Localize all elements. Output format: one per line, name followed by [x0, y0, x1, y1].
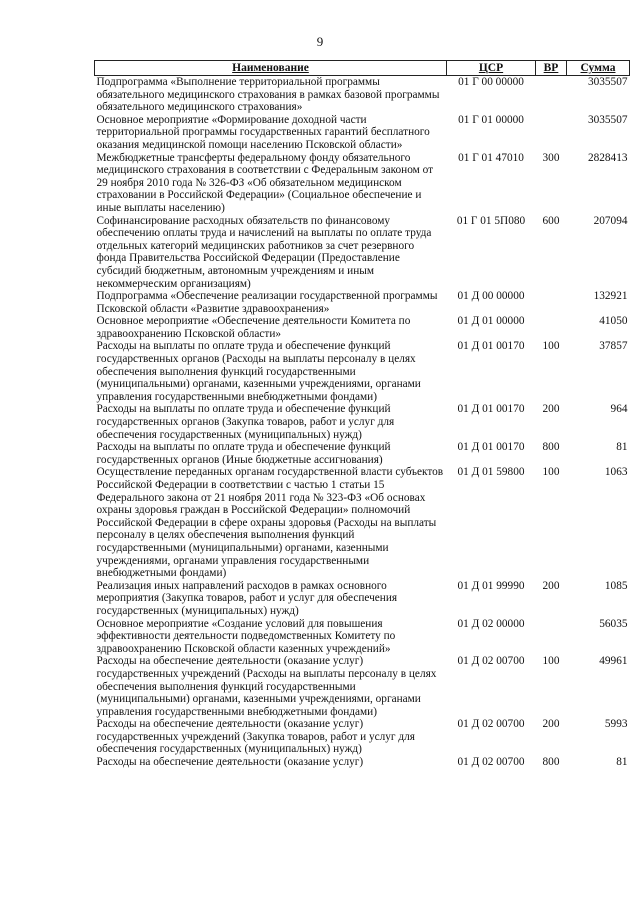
- row-vr-cell: 300: [542, 151, 560, 164]
- row-csr-cell: 01 Д 01 00000: [457, 315, 525, 328]
- row-name-cell: Основное мероприятие «Обеспечение деятельности Комитета по здравоохранению Псковской области»: [96, 315, 411, 340]
- row-csr-cell: 01 Д 00 00000: [457, 290, 525, 303]
- row-sum-cell: 56035: [599, 617, 628, 630]
- table-row: [95, 441, 630, 466]
- row-sum-cell: 5993: [604, 718, 628, 731]
- row-name-cell: Расходы на обеспечение деятельности (оказание услуг) государственных учреждений (Закупка товаров, работ и услуг для обеспечения государственных (муниципальных) нужд): [96, 718, 415, 756]
- row-csr-cell: 01 Г 00 00000: [447, 76, 536, 114]
- row-sum-cell: 207094: [593, 214, 628, 227]
- row-name-cell: Межбюджетные трансферты федеральному фонду обязательного медицинского страхования в соответствии с Федеральным законом от 29 ноября 2010 года № 326-ФЗ «Об обязательном медицинском страховании в Российской Федерации» (Социальное обеспечение и иные выплаты населению): [96, 151, 434, 214]
- row-sum-cell: 964: [610, 403, 628, 416]
- row-sum-cell: 3035507: [567, 76, 630, 114]
- table-row: [95, 76, 630, 114]
- row-name-cell: Реализация иных направлений расходов в рамках основного мероприятия (Закупка товаров, работ и услуг для обеспечения государственных (муниципальных) нужд): [96, 579, 398, 617]
- row-name-cell: Основное мероприятие «Создание условий для повышения эффективности деятельности подведомственных Комитету по здравоохранению Псковской области казенных учреждений»: [96, 617, 396, 655]
- table-row: [95, 718, 630, 756]
- row-csr-cell: 01 Г 01 5П080: [456, 214, 526, 227]
- table-row: [95, 756, 630, 769]
- row-name-cell: Подпрограмма «Обеспечение реализации государственной программы Псковской области «Развитие здравоохранения»: [96, 290, 438, 315]
- column-header-vr: ВР: [536, 61, 567, 76]
- row-csr-cell: 01 Д 01 59800: [457, 466, 525, 479]
- row-sum-cell: 132921: [593, 290, 628, 303]
- row-csr-cell: 01 Д 01 00170: [457, 403, 525, 416]
- row-name-cell: Основное мероприятие «Формирование доходной части территориальной программы государственных гарантий бесплатного оказания медицинской помощи населению Псковской области»: [96, 113, 430, 151]
- row-name-cell: Расходы на обеспечение деятельности (оказание услуг) государственных учреждений (Расходы на выплаты персоналу в целях обеспечения выполнения функций государственными (муниципальными) органами, казенными учреждениями, органами управления государственными внебюджетными фондами): [96, 655, 437, 718]
- budget-table: [94, 60, 630, 769]
- row-name-cell: Софинансирование расходных обязательств по финансовому обеспечению оплаты труда и начислений на выплаты по оплате труда отдельных категорий медицинских работников за счет резервного фонда Правительства Российской Федерации (Предоставление субсидий бюджетным, автономным учреждениям и иным некоммерческим организациям): [96, 214, 432, 290]
- table-row: [95, 340, 630, 403]
- row-vr-cell: 200: [542, 579, 560, 592]
- row-csr-cell: 01 Д 01 99990: [457, 579, 525, 592]
- table-body: [95, 76, 630, 769]
- row-csr-cell: 01 Д 02 00700: [457, 756, 525, 769]
- row-vr-cell: [536, 618, 567, 656]
- row-sum-cell: 1085: [604, 579, 628, 592]
- row-vr-cell: 200: [542, 403, 560, 416]
- row-vr-cell: 600: [542, 214, 560, 227]
- row-sum-cell: 49961: [599, 655, 628, 668]
- table-row: [95, 655, 630, 718]
- row-vr-cell: 800: [542, 756, 560, 769]
- row-name-cell: Расходы на обеспечение деятельности (оказание услуг): [96, 756, 364, 769]
- row-csr-cell: 01 Д 01 00170: [457, 441, 525, 454]
- table-row: [95, 215, 630, 291]
- row-vr-cell: 100: [542, 340, 560, 353]
- row-vr-cell: [536, 315, 567, 340]
- row-csr-cell: 01 Д 02 00700: [457, 655, 525, 668]
- table-row: [95, 290, 630, 315]
- table-row: [95, 152, 630, 215]
- row-vr-cell: [536, 114, 567, 152]
- page-number: 9: [316, 34, 324, 49]
- row-csr-cell: 01 Г 01 47010: [458, 151, 524, 164]
- row-sum-cell: 3035507: [587, 113, 628, 126]
- row-sum-cell: 2828413: [587, 151, 628, 164]
- row-name-cell: Расходы на выплаты по оплате труда и обеспечение функций государственных органов (Закупка товаров, работ и услуг для обеспечения государственных (муниципальных) нужд): [96, 403, 395, 441]
- row-sum-cell: 37857: [599, 340, 628, 353]
- row-vr-cell: 800: [542, 441, 560, 454]
- row-vr-cell: [536, 76, 567, 114]
- row-vr-cell: 100: [542, 655, 560, 668]
- row-name-cell: Расходы на выплаты по оплате труда и обеспечение функций государственных органов (Иные бюджетные ассигнования): [96, 441, 391, 466]
- row-sum-cell: 1063: [604, 466, 628, 479]
- row-sum-cell: 81: [616, 441, 628, 454]
- table-row: [95, 315, 630, 340]
- row-vr-cell: [536, 290, 567, 315]
- table-row: [95, 114, 630, 152]
- row-name-cell: Расходы на выплаты по оплате труда и обеспечение функций государственных органов (Расходы на выплаты персоналу в целях обеспечения выполнения функций государственными (муниципальными) органами, казенными учреждениями, органами управления государственными внебюджетными фондами): [96, 340, 421, 403]
- row-vr-cell: 200: [542, 718, 560, 731]
- table-row: [95, 618, 630, 656]
- table-header-row: [95, 61, 630, 76]
- row-sum-cell: 81: [616, 756, 628, 769]
- column-header-name: Наименование: [95, 61, 447, 76]
- row-name-cell: Осуществление переданных органам государственной власти субъектов Российской Федерации в соответствии с частью 1 статьи 15 Федерального закона от 21 ноября 2011 года № 323-ФЗ «Об основах охраны здоровья граждан в Российской Федерации» полномочий Российской Федерации в сфере охраны здоровья (Расходы на выплаты персоналу в целях обеспечения выполнения функций государственными (муниципальными) органами, казенными учреждениями, органами управления государственными внебюджетными фондами): [96, 466, 444, 580]
- row-csr-cell: 01 Г 01 00000: [458, 113, 524, 126]
- column-header-sum: Сумма: [567, 61, 630, 76]
- table-row: [95, 580, 630, 618]
- row-name-cell: Подпрограмма «Выполнение территориальной программы обязательного медицинского страхования в рамках базовой программы обязательного медицинского страхования»: [95, 76, 447, 114]
- row-sum-cell: 41050: [599, 315, 628, 328]
- row-csr-cell: 01 Д 02 00700: [457, 718, 525, 731]
- table-row: [95, 403, 630, 441]
- row-vr-cell: 100: [542, 466, 560, 479]
- row-csr-cell: 01 Д 01 00170: [457, 340, 525, 353]
- row-csr-cell: 01 Д 02 00000: [457, 617, 525, 630]
- table-row: [95, 466, 630, 579]
- column-header-csr: ЦСР: [447, 61, 536, 76]
